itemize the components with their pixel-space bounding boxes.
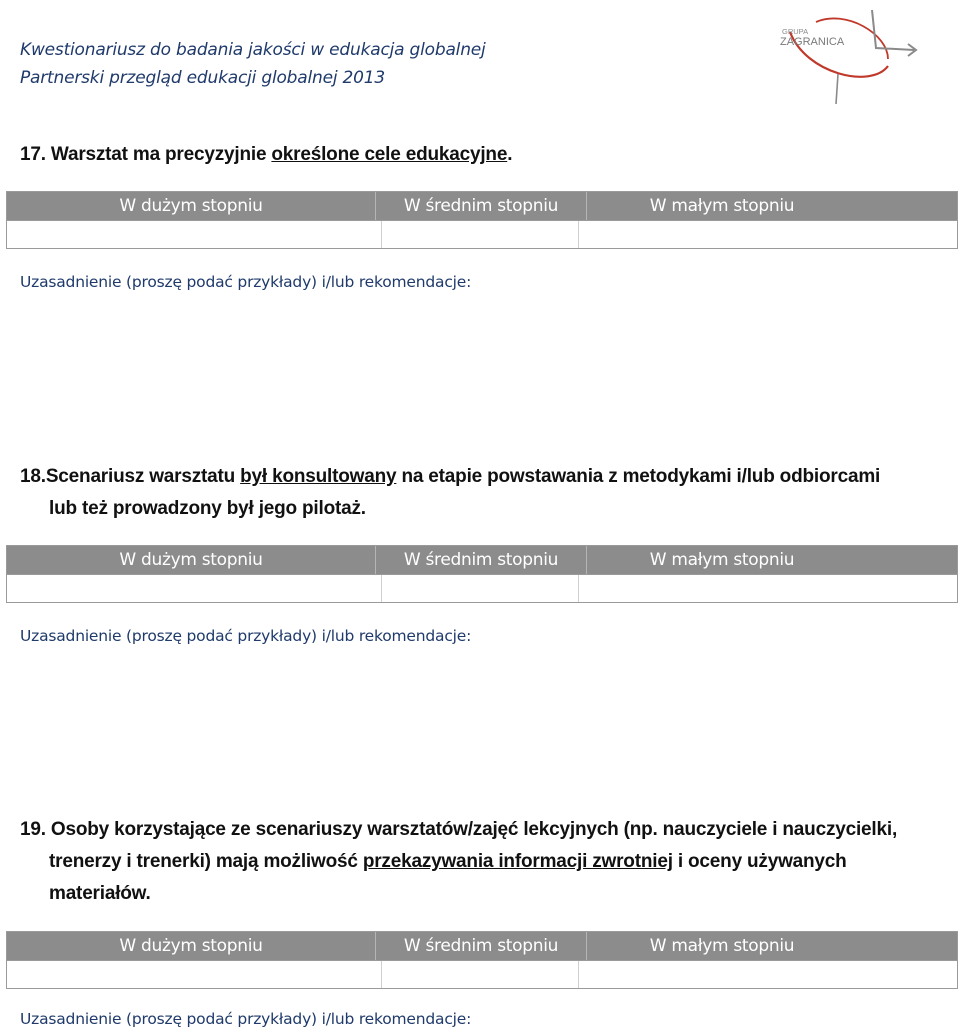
answer-cell-large[interactable] [7,961,381,988]
logo-text-grupa: GRUPA [782,27,809,36]
header-title: Kwestionariusz do badania jakości w edukacja globalnej [20,40,486,60]
rating-scale-19 [6,931,958,989]
scale-answer-row [7,960,957,988]
question-number: 19. [20,819,46,840]
scale-label-small: W małym stopniu [586,192,957,220]
rating-scale-17 [6,191,958,249]
scale-label-small: W małym stopniu [586,546,957,574]
answer-cell-small[interactable] [578,961,957,988]
scale-answer-row [7,574,957,602]
scale-label-large: W dużym stopniu [119,550,263,570]
scale-label-medium: W średnim stopniu [375,546,586,574]
question-underlined-text: określone cele edukacyjne [271,144,508,165]
justification-label-19: Uzasadnienie (proszę podać przykłady) i/lub rekomendacje: [20,1010,472,1028]
document-header [20,36,486,92]
scale-answer-row [7,220,957,248]
header-subtitle: Partnerski przegląd edukacji globalnej 2013 [20,68,386,88]
question-text-end: . [507,144,513,165]
question-18 [20,461,950,525]
justification-label-17: Uzasadnienie (proszę podać przykłady) i/lub rekomendacje: [20,273,472,291]
question-text-line3: materiałów. [49,883,151,904]
question-text-line2-end: i oceny używanych [672,851,847,872]
scale-label-small: W małym stopniu [586,932,957,960]
logo-text-zagranica: ZAGRANICA [780,36,845,48]
question-text: Scenariusz warsztatu [45,466,241,487]
answer-cell-medium[interactable] [381,221,578,248]
scale-label-medium: W średnim stopniu [375,932,586,960]
scale-label-large: W dużym stopniu [119,196,263,216]
question-text-line2: trenerzy i trenerki) mają możliwość [49,851,363,872]
logo-arrow-stem [836,74,838,104]
scale-label-medium: W średnim stopniu [375,192,586,220]
question-underlined-text: przekazywania informacji zwrotniej [362,851,673,872]
answer-cell-large[interactable] [7,575,381,602]
scale-header [7,192,957,220]
scale-header [7,546,957,574]
justification-label-18: Uzasadnienie (proszę podać przykłady) i/lub rekomendacje: [20,627,472,645]
question-text: Osoby korzystające ze scenariuszy warsztatów/zajęć lekcyjnych (np. nauczyciele i nauczycielki, [50,819,898,840]
question-number: 17. [20,144,46,165]
scale-label-large: W dużym stopniu [119,936,263,956]
question-text-continued: na etapie powstawania z metodykami i/lub odbiorcami [396,466,881,487]
grupa-zagranica-logo [776,4,926,108]
rating-scale-18 [6,545,958,603]
question-text-line2: lub też prowadzony był jego pilotaż. [49,498,366,519]
question-number: 18. [20,466,46,487]
question-underlined-text: był konsultowany [240,466,397,487]
answer-cell-medium[interactable] [381,575,578,602]
logo-arrow-line [872,10,914,50]
question-17 [20,139,950,171]
answer-cell-small[interactable] [578,575,957,602]
question-19 [20,814,950,910]
question-text: Warsztat ma precyzyjnie [50,144,272,165]
answer-cell-large[interactable] [7,221,381,248]
scale-header [7,932,957,960]
answer-cell-medium[interactable] [381,961,578,988]
answer-cell-small[interactable] [578,221,957,248]
